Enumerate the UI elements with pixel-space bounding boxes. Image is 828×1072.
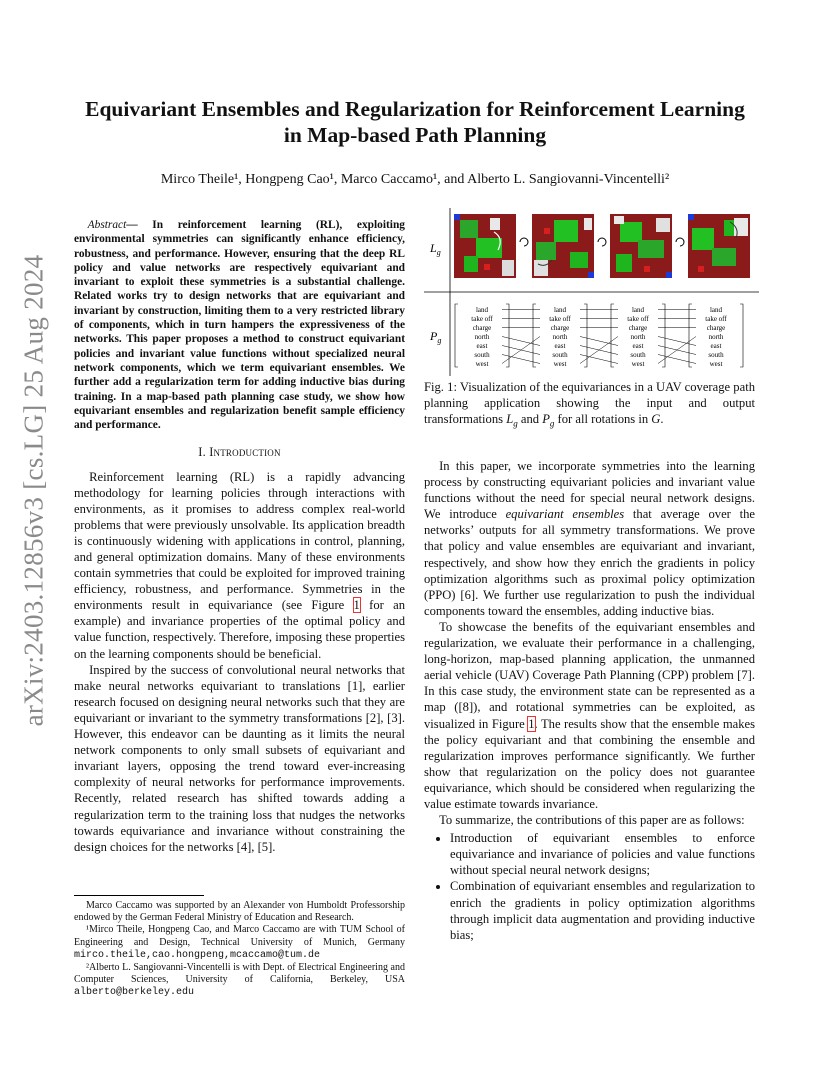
author-list: Mirco Theile¹, Hongpeng Cao¹, Marco Caccamo¹, and Alberto L. Sangiovanni-Vincentelli² [160, 172, 670, 187]
action-label: east [632, 342, 644, 350]
action-label: take off [549, 315, 571, 323]
abstract-label: Abstract [87, 219, 127, 231]
emphasis-equivariant-ensembles: equivariant ensembles [505, 507, 625, 522]
right-paragraph-2: To showcase the benefits of the equivariant ensembles and regularization, we evaluate their performance in a challenging, long-horizon, map-based planning application, the unmanned aerial vehicle (UAV) Coverage Path Planning (CPP) problem [7]. In this case study, the environment state can be represented as a map ([8]), and rotational symmetries can be exploited, as visualized in Figure 1. The results show that the ensemble makes the policy equivariant and that combining the ensemble and regularization improves performance significantly. We further show that regularization on the policy does not guarantee equivariance, which should be considered when regularizing the value estimate towards invariance. [424, 619, 755, 811]
action-label: take off [705, 315, 727, 323]
footnote-rule [74, 895, 204, 896]
permutation-line [580, 355, 618, 364]
action-label: land [709, 306, 723, 314]
contribution-item: • Combination of equivariant ensembles and regularization to enrich the gradients in policy optimization algorithms through implicit data augmentation and providing inductive bias; [450, 878, 755, 942]
action-label: take off [471, 315, 493, 323]
figure-1 [424, 208, 759, 376]
footnote-support: Marco Caccamo was supported by an Alexander von Humboldt Professorship endowed by the German Federal Ministry of Education and Research. [74, 900, 405, 924]
arxiv-identifier [14, 254, 54, 726]
map-rotation-90 [532, 214, 594, 278]
action-label: west [631, 360, 645, 368]
footnotes [74, 895, 405, 1000]
paper-title [70, 96, 760, 148]
action-label: land [553, 306, 567, 314]
row-label-Lg: $L_g$ [430, 241, 441, 257]
action-label: south [708, 351, 724, 359]
action-label: south [552, 351, 568, 359]
permutation-line [658, 355, 696, 364]
action-label: land [475, 306, 489, 314]
footnote-2: ²Alberto L. Sangiovanni-Vincentelli is with Dept. of Electrical Engineering and Computer Sciences, University of California, Berkeley, USA alberto@berkeley.edu [74, 962, 405, 999]
title-line-1: Equivariant Ensembles and Regularization for Reinforcement Learning [85, 97, 745, 121]
action-label: south [630, 351, 646, 359]
action-label: east [710, 342, 722, 350]
action-label: west [709, 360, 723, 368]
permutation-line [502, 337, 540, 346]
figure-link[interactable]: 1 [353, 598, 360, 613]
footnote-1: ¹Mirco Theile, Hongpeng Cao, and Marco Caccamo are with TUM School of Engineering and Design, Technical University of Munich, Germany mirco.theile,cao.hongpeng,mcaccamo@tum.de [74, 924, 405, 961]
action-label: east [476, 342, 488, 350]
footnote-1-email[interactable]: mirco.theile,cao.hongpeng,mcaccamo@tum.de [74, 949, 321, 961]
action-label: charge [472, 324, 492, 332]
abstract [74, 218, 405, 432]
action-label: charge [706, 324, 726, 332]
action-label: north [708, 333, 724, 341]
section-title: Introduction [209, 445, 281, 460]
right-paragraph-3: To summarize, the contributions of this paper are as follows: [439, 813, 745, 828]
section-heading-introduction: I. Introduction [198, 445, 281, 460]
left-column [74, 218, 405, 855]
intro-paragraph-2: Inspired by the success of convolutional neural networks that make neural networks equivariant to translations [1], earlier research focused on designing neural networks such that they are equivariant or invariant to the symmetry transformations [2], [3]. However, this endeavor can be daunting as it limits the neural network components to only small subsets of equivariant and invariant layers, opposing the trend toward ever-increasing complexity of neural networks for performance improvements. Recently, related research has shifted towards adding a regularization term to the training loss that nudges the networks towards equivariance and invariance without constraining the design choices for the networks [4], [5]. [74, 662, 405, 854]
permutation-line [502, 355, 540, 364]
map-rotation-180 [610, 214, 672, 278]
map-thumbnails [454, 214, 750, 278]
action-label: charge [628, 324, 648, 332]
abstract-text: — In reinforcement learning (RL), exploiting environmental symmetries can significantly enhance efficiency, robustness, and performance. However, ensuring that the deep RL policy and value networks are respectively equivariant and invariant to exploit these symmetries is a substantial challenge. Related works try to design networks that are equivariant and invariant by construction, limiting them to a very restricted library of components, which in turn hampers the expressiveness of the networks. This paper proposes a method to construct equivariant policies and invariant value functions without specialized neural network components, which we term equivariant ensembles. We further add a regularization term for adding inductive bias during training. In a map-based path planning case study, we show how equivariant ensembles and regularization benefit sample efficiency and performance. [74, 219, 405, 432]
figure-1-caption: Fig. 1: Visualization of the equivariances in a UAV coverage path planning application showing the input and output transformations $L_g$ and $P_g$ for all rotations in G. [424, 380, 755, 429]
permutation-line [658, 337, 696, 346]
map-rotation-270 [688, 214, 750, 278]
action-label: north [474, 333, 490, 341]
permutation-line [502, 337, 540, 364]
action-label: north [552, 333, 568, 341]
action-permutations [455, 304, 743, 368]
action-label: land [631, 306, 645, 314]
action-label: east [554, 342, 566, 350]
action-label: west [553, 360, 567, 368]
contribution-item: • Introduction of equivariant ensembles to enforce equivariance and invariance of policies and value functions without special neural network designs; [450, 830, 755, 878]
action-label: west [475, 360, 489, 368]
figure-1-graphic [424, 208, 759, 376]
permutation-line [580, 337, 618, 364]
action-label: north [630, 333, 646, 341]
title-line-2: in Map-based Path Planning [283, 123, 547, 147]
figure-link-2[interactable]: 1 [528, 716, 535, 731]
permutation-line [580, 337, 618, 346]
intro-paragraph-1: Reinforcement learning (RL) is a rapidly advancing methodology for learning policies through interactions with environments, as it promises to address complex real-world problems that were previously unsolvable. Its application breadth is continuously widening with applications in control, planning, and general optimization domains. Many of these environments contain symmetries that could be exploited for improved training efficiency, robustness, and performance. Symmetries in the environments result in equivariance (see Figure 1 for an example) and invariance properties of the optimal policy and value function, respectively. Therefore, imposing these properties on the learning components should be beneficial. [74, 469, 405, 661]
footnote-2-email[interactable]: alberto@berkeley.edu [74, 987, 195, 999]
contribution-list [424, 830, 755, 943]
action-label: take off [627, 315, 649, 323]
action-label: south [474, 351, 490, 359]
right-column [424, 458, 755, 943]
arxiv-id-text: arXiv:2403.12856v3 [cs.LG] 25 Aug 2024 [18, 254, 49, 726]
action-label: charge [550, 324, 570, 332]
permutation-line [658, 337, 696, 364]
row-label-Pg: $P_g$ [430, 329, 442, 345]
right-paragraph-1: In this paper, we incorporate symmetries into the learning process by constructing equivariant policies and invariant value functions without the need for special neural network designs. We introduce equivariant ensembles that average over the networks’ outputs for all symmetry transformations. We prove that policy and value ensembles are equivariant and invariant, respectively, and show how they enrich the gradients in policy optimization algorithms such as proximal policy optimization (PPO) [6]. We further use regularization to push the individual components toward the ensembles, adding inductive bias. [424, 459, 756, 618]
map-rotation-0 [454, 214, 516, 278]
